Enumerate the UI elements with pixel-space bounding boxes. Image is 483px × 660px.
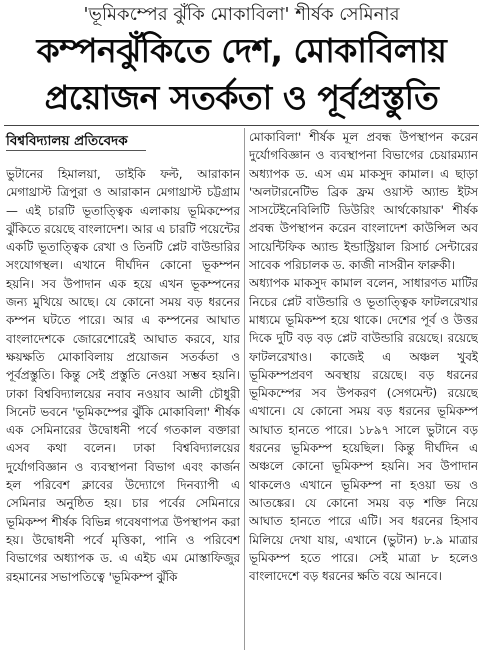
article-kicker: 'ভূমিকম্পের ঝুঁকি মোকাবিলা' শীর্ষক সেমিনার [83,4,400,25]
headline-divider [4,125,479,126]
body-paragraph-left: ভুটানের হিমালয়া, ডাইকি ফল্ট, আরাকান মেগাথ্রাস্ট ত্রিপুরা ও আরাকান মেগাথ্রাস্ট চট্টগ্রাম— এই চারটি ভূতাত্ত্বিক এলাকায় ভূমিকম্পের ঝুঁকিতে রয়েছে বাংলাদেশ। আর এ চারটি পয়েন্টের একটি ভূতাত্ত্বিক রেখা ও তিনটি প্লেট বাউন্ডারির সংযোগস্থল। এখানে দীর্ঘদিন কোনো ভূকম্পন হয়নি। সব উপাদান এক হয়ে এখন ভূকম্পনের জন্য মুখিয়ে আছে। যে কোনো সময় বড় ধরনের কম্পন ঘটতে পারে। আর এ কম্পনের আঘাত বাংলাদেশকে জোরেশোরেই আঘাত করবে, যার ক্ষয়ক্ষতি মোকাবিলায় প্রয়োজন সতর্কতা ও পূর্বপ্রস্তুতি। কিন্তু সেই প্রস্তুতি নেওয়া সম্ভব হয়নি। ঢাকা বিশ্ববিদ্যালয়ের নবাব নওয়াব আলী চৌধুরী সিনেট ভবনে 'ভূমিকম্পের ঝুঁকি মোকাবিলা' শীর্ষক এক সেমিনারের উদ্বোধনী পর্বে গতকাল বক্তারা এসব কথা বলেন। ঢাকা বিশ্ববিদ্যালয়ের দুর্যোগবিজ্ঞান ও ব্যবস্থাপনা বিভাগ এবং কার্জন হল পরিবেশ ক্লাবের উদ্যোগে দিনব্যাপী এ সেমিনার অনুষ্ঠিত হয়। চার পর্বের সেমিনারে ভূমিকম্প শীর্ষক বিভিন্ন গবেষণাপত্র উপস্থাপন করা হয়। উদ্বোধনী পর্বে মৃত্তিকা, পানি ও পরিবেশ বিভাগের অধ্যাপক ড. এ এইচ এম মোস্তাফিজুর রহমানের সভাপতিত্বে 'ভূমিকম্প ঝুঁকি [6,167,240,584]
column-divider [244,128,245,650]
body-column-right [249,128,478,654]
headline-line-2: প্রয়োজন সতর্কতা ও পূর্বপ্রস্তুতি [44,78,439,117]
headline-line-1: কম্পনঝুঁকিতে দেশ, মোকাবিলায় [36,31,447,70]
body-paragraph-right-2: অধ্যাপক মাকসুদ কামাল বলেন, সাধারণত মাটির নিচের প্লেট বাউন্ডারি ও ভূতাত্ত্বিক ফাটলরেখার মাধ্যমে ভূমিকম্প হয়ে থাকে। দেশের পূর্ব ও উত্তর দিকে দুটি বড় বড় প্লেট বাউন্ডারি রয়েছে। রয়েছে ফাটলরেখাও। কাজেই এ অঞ্চল খুবই ভূমিকম্পপ্রবণ অবস্থায় রয়েছে। বড় ধরনের ভূমিকম্পের সব উপকরণ (সেগমেন্ট) রয়েছে এখানে। যে কোনো সময় বড় ধরনের ভূমিকম্প আঘাত হানতে পারে। ১৮৯৭ সালে ভুটানে বড় ধরনের ভূমিকম্প হয়েছিল। কিন্তু দীর্ঘদিন এ অঞ্চলে কোনো ভূমিকম্প হয়নি। সব উপাদান থাকলেও এখানে ভূমিকম্প না হওয়া ভয় ও আতঙ্কের। যে কোনো সময় বড় শক্তি নিয়ে আঘাত হানতে পারে এটি। সব ধরনের হিসাব মিলিয়ে দেখা যায়, এখানে (ভুটান) ৮.৯ মাত্রার ভূমিকম্প হতে পারে। সেই মাত্রা ৮ হলেও বাংলাদেশে বড় ধরনের ক্ষতি বয়ে আনবে। [249,276,478,584]
byline-underline [6,150,146,151]
byline: বিশ্ববিদ্যালয় প্রতিবেদক [6,133,128,149]
body-paragraph-right-1: মোকাবিলা' শীর্ষক মূল প্রবন্ধ উপস্থাপন করেন দুর্যোগবিজ্ঞান ও ব্যবস্থাপনা বিভাগের চেয়ারম্যান অধ্যাপক ড. এস এম মাকসুদ কামাল। এ ছাড়া 'অলটারনেটিভ ব্রিক ফ্রম ওয়াস্ট অ্যান্ড ইটস সাসটেইনেবিলিটি ডিউরিং আর্থকোয়াক' শীর্ষক প্রবন্ধ উপস্থাপন করেন বাংলাদেশ কাউন্সিল অব সায়েন্টিফিক অ্যান্ড ইন্ডাস্ট্রিয়াল রিসার্চ সেন্টারের সাবেক পরিচালক ড. কাজী নাসরীন ফারুকী। [249,130,478,273]
body-column-left [6,165,240,653]
